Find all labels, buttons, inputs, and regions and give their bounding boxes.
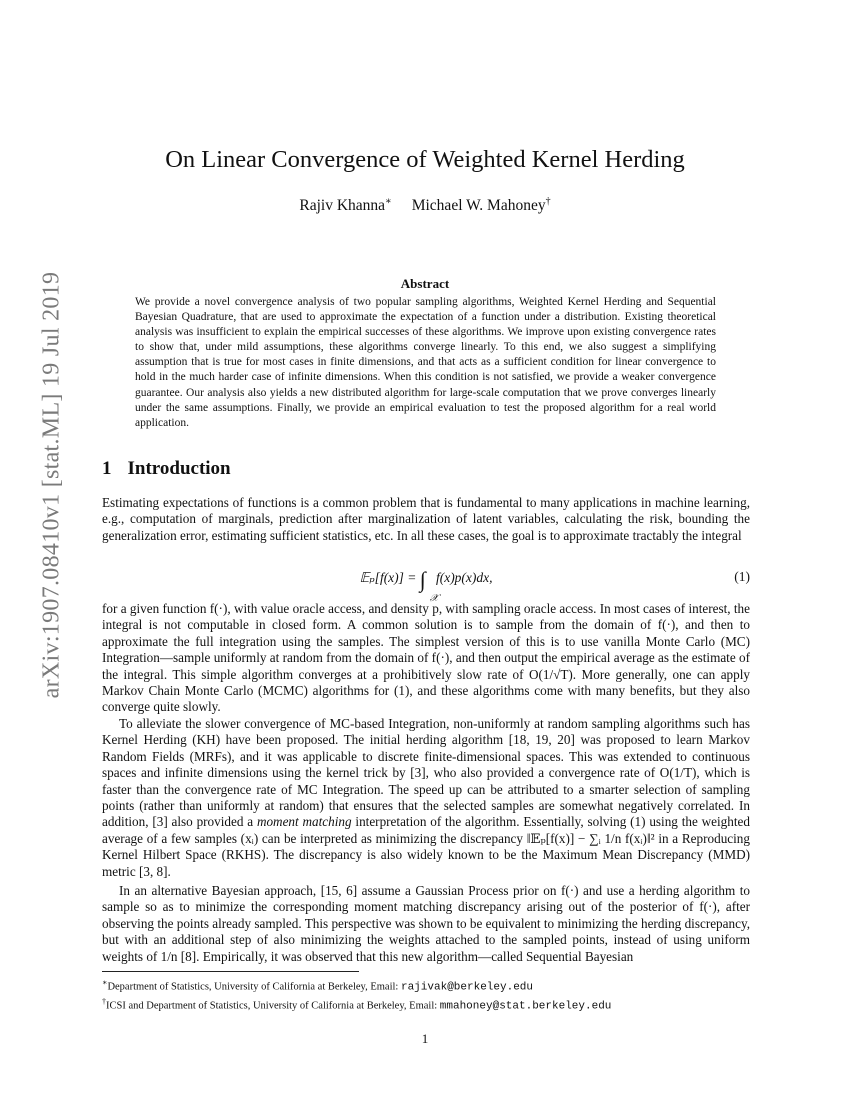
integral-symbol: ∫ [419, 567, 426, 592]
intro-paragraph-1: Estimating expectations of functions is a common problem that is fundamental to many applications in machine learning, e.g., computation of marginals, prediction after marginalization of latent variables, calculating the risk, bounding the generalization error, estimating sufficient statistics, etc. In all these cases, the goal is to approximate tractably the integral [102, 495, 750, 543]
equation-body [102, 567, 750, 604]
abstract-text: We provide a novel convergence analysis of two popular sampling algorithms, Weighted Kernel Herding and Sequential Bayesian Quadrature, that are used to approximate the expectation of a function under a distribution. Existing theoretical analysis was insufficient to explain the empirical successes of these algorithms. We improve upon existing convergence rates to show that, under mild assumptions, these algorithms converge linearly. To this end, we also suggest a simplifying assumption that is true for most cases in finite dimensions, and that acts as a sufficient condition for linear convergence to hold in the much harder case of infinite dimensions. When this condition is not satisfied, we provide a weaker convergence guarantee. Our analysis also yields a new distributed algorithm for large-scale computation that we prove converges linearly under the same assumptions. Finally, we provide an empirical evaluation to test the proposed algorithm for a real world application. [135, 296, 716, 429]
page-number: 1 [421, 1031, 429, 1046]
paragraph-3-part-1: To alleviate the slower convergence of MC-based Integration, non-uniformly at random sampling algorithms such has Kernel Herding (KH) have been proposed. The initial herding algorithm [18, 19, 20] was proposed to learn Markov Random Fields (MRFs), and it was applicable to discrete finite-dimensional spaces. This was extended to continuous spaces and infinite dimensions using the kernel trick by [3], who also provided a convergence rate of O(1/T), which is faster than the convergence rate of MC Integration. The speed up can be attributed to a smarter selection of sampling points (rather than uniformly at random) that ensures that the selected samples are somewhat negatively correlated. In addition, [3] also provided a [102, 716, 750, 830]
section-title: Introduction [127, 458, 231, 479]
author-list [0, 196, 850, 215]
footnotes [102, 976, 750, 1015]
equation-lhs: 𝔼ₚ[f(x)] = [359, 570, 417, 585]
arxiv-identifier-stamp: arXiv:1907.08410v1 [stat.ML] 19 Jul 2019 [38, 271, 65, 699]
author-name: Michael W. Mahoney [411, 197, 546, 215]
footnote-2 [102, 995, 750, 1014]
abstract-heading: Abstract [400, 276, 450, 291]
email-link[interactable]: rajivak@berkeley.edu [400, 981, 534, 994]
paper-title: On Linear Convergence of Weighted Kernel Herding [165, 146, 685, 173]
intro-paragraph-4: In an alternative Bayesian approach, [15, 6] assume a Gaussian Process prior on f(·) and use a herding algorithm to sample so as to minimize the corresponding moment matching discrepancy arising out of the posterior of f(·), after observing the points already sampled. This perspective was shown to be equivalent to minimizing the herding discrepancy, but with an additional step of also minimizing the weights attached to the sampled points, instead of using uniform weights of 1/n [8]. Empirically, it was observed that this new algorithm—called Sequential Bayesian [102, 883, 750, 964]
author-name: Rajiv Khanna [299, 197, 386, 215]
emphasized-term: moment matching [256, 814, 352, 830]
email-link[interactable]: mmahoney@stat.berkeley.edu [439, 1000, 612, 1013]
author-footnote-mark: ∗ [385, 196, 392, 207]
equation-rhs: f(x)p(x)dx, [435, 570, 493, 585]
section-heading-introduction [102, 458, 231, 480]
paragraph-3-part-2: interpretation of the algorithm. Essentially, solving (1) using the weighted average of a few samples (xᵢ) can be interpreted as minimizing the discrepancy ‖𝔼ₚ[f(x)] − ∑ᵢ 1/n f(xᵢ)‖² in a Reproducing Kernel Hilbert Space (RKHS). The discrepancy is also widely known to be the Maximum Mean Discrepancy (MMD) metric [3, 8]. [102, 814, 750, 879]
equation-1 [102, 563, 750, 604]
author-footnote-mark: † [545, 196, 551, 207]
footnote-mark: † [102, 997, 106, 1007]
author-1 [299, 197, 391, 214]
integral-sign [419, 567, 439, 604]
footnote-1 [102, 976, 750, 995]
author-2 [412, 197, 551, 214]
intro-paragraph-3 [102, 716, 750, 880]
equation-number: (1) [734, 569, 750, 584]
footnote-divider [102, 971, 359, 972]
intro-paragraph-2: for a given function f(·), with value oracle access, and density p, with sampling oracle access. In most cases of interest, the integral is not computable in closed form. A common solution is to sample from the domain of f(·), and then to approximate the full integration using the samples. The simplest version of this is to use vanilla Monte Carlo (MC) Integration—sample uniformly at random from the domain of f(·), and then output the empirical average as the estimate of the integral. This simple algorithm converges at a prohibitively slow rate of O(1/√T). More generally, one can apply Markov Chain Monte Carlo (MCMC) algorithms for (1), and these algorithms come with many benefits, but they also converge quite slowly. [102, 601, 750, 715]
integral-domain: 𝒳 [429, 593, 439, 604]
section-number: 1 [102, 458, 112, 479]
footnote-text: Department of Statistics, University of California at Berkeley, Email: [107, 981, 401, 993]
footnote-text: ICSI and Department of Statistics, University of California at Berkeley, Email: [106, 1000, 440, 1012]
footnote-mark: ∗ [102, 978, 108, 987]
